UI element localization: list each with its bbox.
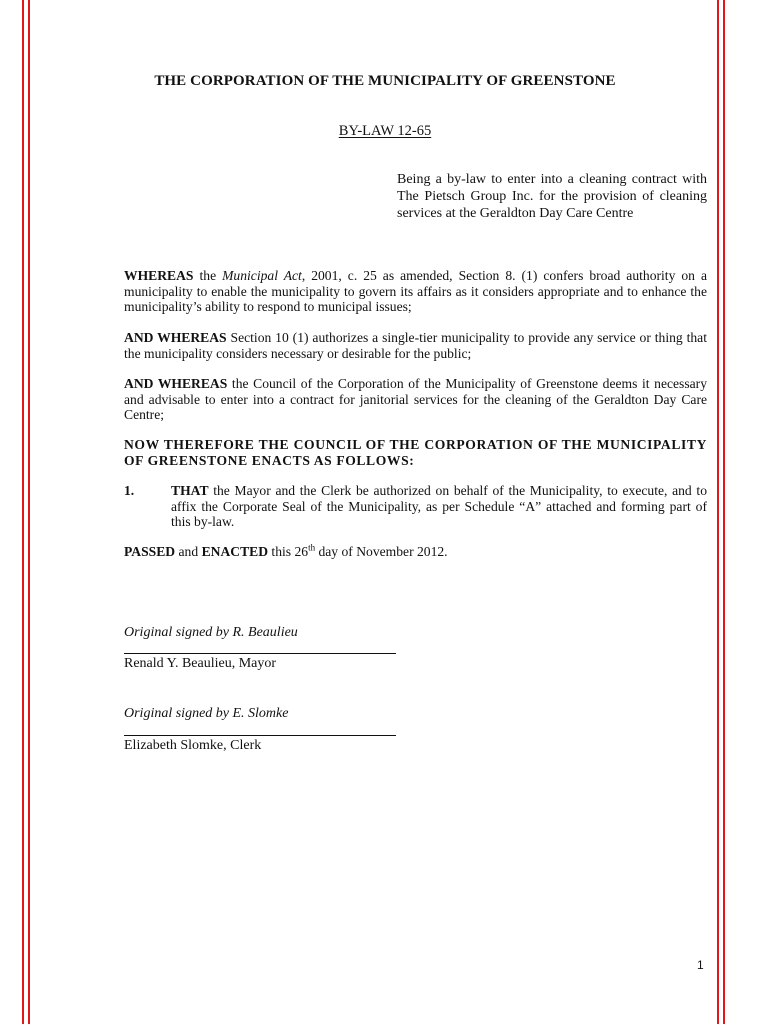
- document-title: THE CORPORATION OF THE MUNICIPALITY OF GREENSTONE: [154, 73, 616, 89]
- page-number: 1: [697, 958, 704, 972]
- clause-keyword: THAT: [171, 483, 209, 498]
- whereas-paragraph-2: [124, 330, 707, 361]
- mayor-name: Renald Y. Beaulieu, Mayor: [124, 656, 277, 671]
- passed-date-post: day of November 2012.: [315, 544, 448, 559]
- bylaw-number-text: BY-LAW 12-65: [338, 123, 432, 139]
- passed-keyword: PASSED: [124, 544, 176, 559]
- left-border-inner: [28, 0, 30, 1024]
- ordinal-suffix: th: [308, 542, 316, 553]
- whereas-2-text: Section 10 (1) authorizes a single-tier municipality to provide any service or thing that the municipality considers necessary or desirable for the public;: [124, 330, 707, 361]
- whereas-paragraph-3: [124, 376, 707, 423]
- and-whereas-keyword: AND WHEREAS: [124, 330, 227, 345]
- enacted-keyword: ENACTED: [201, 544, 269, 559]
- whereas-text-pre: the: [193, 268, 223, 283]
- passed-and: and: [175, 544, 202, 559]
- whereas-text-post: , 2001, c. 25 as amended, Section 8. (1) confers broad authority on a municipality to enable the municipality to govern its affairs as it considers appropriate and to enhance the municipality’s ability to respond to municipal issues;: [124, 268, 707, 315]
- signature-mayor: Original signed by R. Beaulieu: [124, 625, 298, 640]
- right-border-outer: [723, 0, 725, 1024]
- whereas-3-text: the Council of the Corporation of the Municipality of Greenstone deems it necessary and advisable to enter into a contract for janitorial services for the cleaning of the Geraldton Day Care Centre;: [124, 376, 707, 423]
- signature-line-clerk: [124, 735, 396, 736]
- whereas-keyword: WHEREAS: [124, 268, 194, 283]
- clerk-name: Elizabeth Slomke, Clerk: [124, 738, 262, 753]
- bylaw-number: [0, 123, 770, 140]
- right-border-inner: [717, 0, 719, 1024]
- passed-statement: [124, 544, 707, 560]
- act-name: Municipal Act: [222, 268, 302, 283]
- enacts-statement: NOW THEREFORE THE COUNCIL OF THE CORPORATION OF THE MUNICIPALITY OF GREENSTONE ENACTS AS FOLLOWS:: [124, 437, 707, 468]
- signature-clerk: Original signed by E. Slomke: [124, 706, 289, 721]
- signature-line-mayor: [124, 653, 396, 654]
- passed-date-pre: this 26: [268, 544, 309, 559]
- clause-1: [171, 483, 707, 530]
- left-border-outer: [22, 0, 24, 1024]
- bylaw-purpose: Being a by-law to enter into a cleaning contract with The Pietsch Group Inc. for the provision of cleaning services at the Geraldton Day Care Centre: [397, 172, 707, 221]
- whereas-paragraph-1: [124, 268, 707, 315]
- and-whereas-keyword: AND WHEREAS: [124, 376, 228, 391]
- clause-text: the Mayor and the Clerk be authorized on behalf of the Municipality, to execute, and to affix the Corporate Seal of the Municipality, as per Schedule “A” attached and forming part of this by-law.: [171, 483, 707, 530]
- clause-number: 1.: [124, 483, 135, 498]
